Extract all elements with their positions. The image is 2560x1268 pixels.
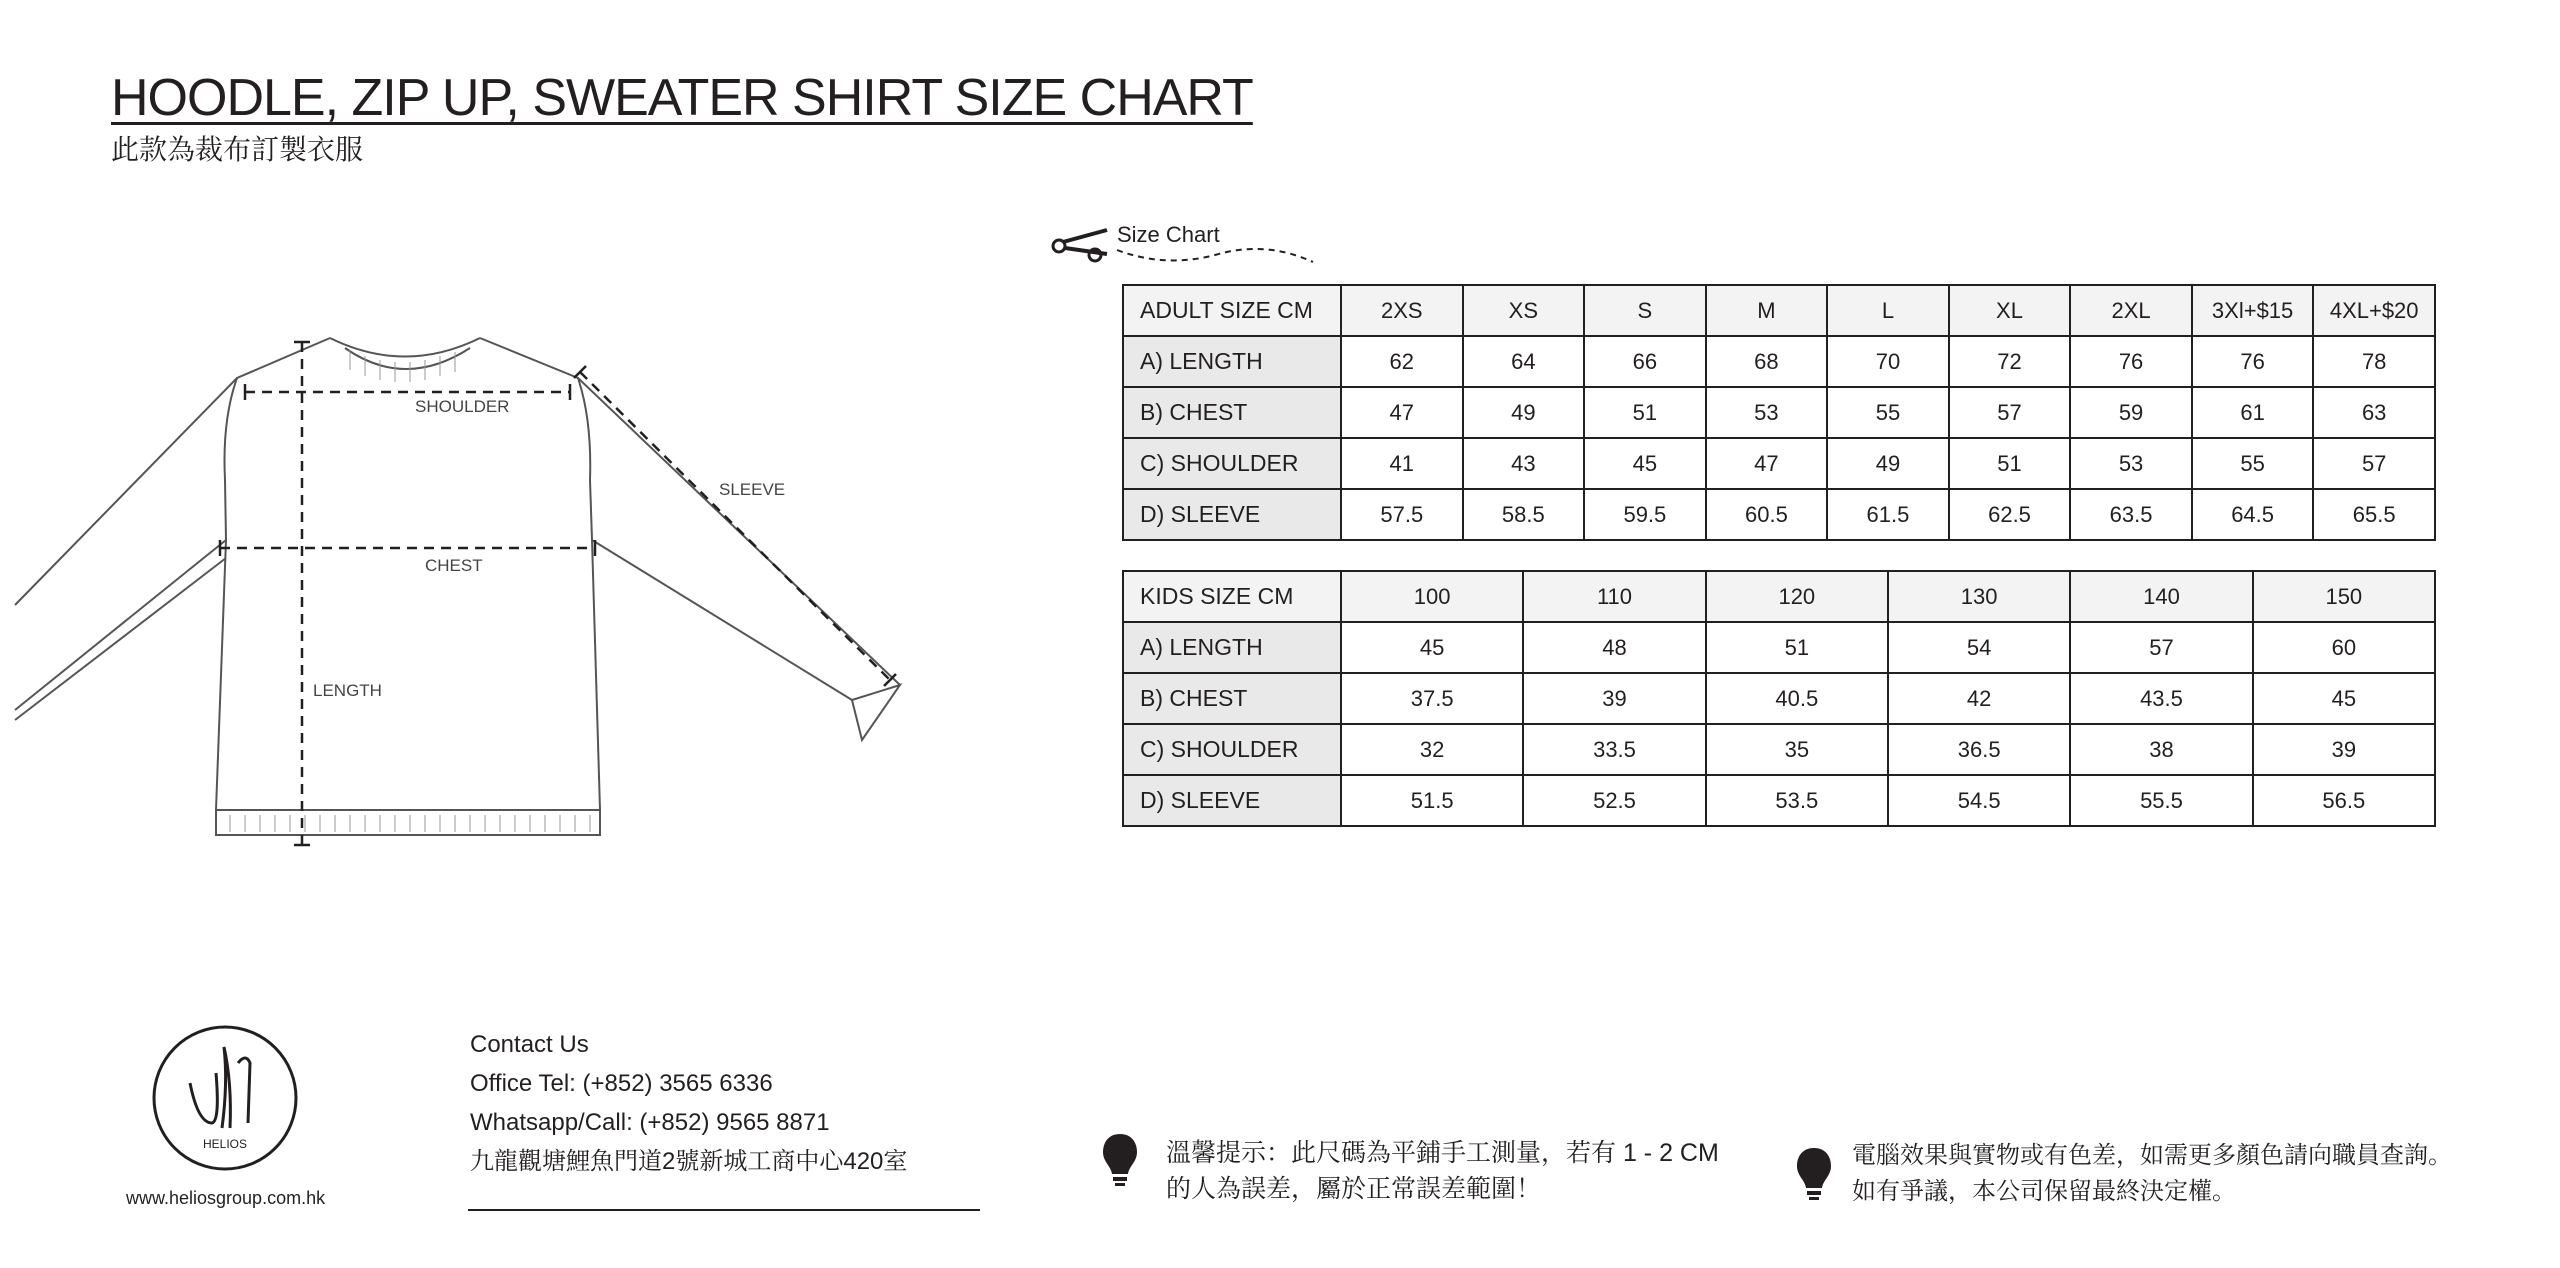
helios-logo xyxy=(150,1023,300,1173)
table-cell: 4XL+$20 xyxy=(2313,285,2435,336)
table-cell: 48 xyxy=(1523,622,1705,673)
table-header-row xyxy=(1123,285,2435,336)
table-cell: 57 xyxy=(1949,387,2071,438)
table-cell: 57.5 xyxy=(1341,489,1463,540)
table-cell: 47 xyxy=(1341,387,1463,438)
table-cell: 150 xyxy=(2253,571,2435,622)
table-cell: 45 xyxy=(2253,673,2435,724)
tip-color xyxy=(1852,1138,2452,1210)
table-row xyxy=(1123,775,2435,826)
table-cell: 72 xyxy=(1949,336,2071,387)
table-cell: D) SLEEVE xyxy=(1123,775,1341,826)
kids-size-table xyxy=(1122,570,2436,827)
table-cell: 57 xyxy=(2070,622,2252,673)
office-tel: Office Tel: (+852) 3565 6336 xyxy=(470,1070,773,1097)
table-cell: 53 xyxy=(2070,438,2192,489)
page-title: HOODLE, ZIP UP, SWEATER SHIRT SIZE CHART xyxy=(111,69,1253,127)
scissors-icon xyxy=(1053,230,1107,261)
table-cell: 55 xyxy=(2192,438,2314,489)
table-cell: 39 xyxy=(2253,724,2435,775)
table-cell: 55.5 xyxy=(2070,775,2252,826)
lightbulb-icon xyxy=(1102,1132,1138,1188)
table-cell: 52.5 xyxy=(1523,775,1705,826)
table-row xyxy=(1123,724,2435,775)
lightbulb-icon xyxy=(1796,1146,1832,1202)
contact-title: Contact Us xyxy=(470,1031,589,1058)
table-cell: 53 xyxy=(1706,387,1828,438)
table-cell: 60.5 xyxy=(1706,489,1828,540)
table-cell: 35 xyxy=(1706,724,1888,775)
table-cell: ADULT SIZE CM xyxy=(1123,285,1341,336)
table-cell: 64 xyxy=(1463,336,1585,387)
table-cell: 39 xyxy=(1523,673,1705,724)
table-cell: 58.5 xyxy=(1463,489,1585,540)
tip-line: 電腦效果與實物或有色差，如需更多顏色請向職員查詢。 xyxy=(1852,1142,2452,1169)
table-cell: 56.5 xyxy=(2253,775,2435,826)
table-cell: 100 xyxy=(1341,571,1523,622)
table-cell: 61 xyxy=(2192,387,2314,438)
table-row xyxy=(1123,336,2435,387)
table-cell: 64.5 xyxy=(2192,489,2314,540)
table-cell: 45 xyxy=(1341,622,1523,673)
chest-label: CHEST xyxy=(425,556,483,575)
table-cell: 42 xyxy=(1888,673,2070,724)
table-cell: 63 xyxy=(2313,387,2435,438)
table-cell: B) CHEST xyxy=(1123,673,1341,724)
table-cell: 51.5 xyxy=(1341,775,1523,826)
table-cell: M xyxy=(1706,285,1828,336)
table-cell: 130 xyxy=(1888,571,2070,622)
table-cell: KIDS SIZE CM xyxy=(1123,571,1341,622)
table-cell: C) SHOULDER xyxy=(1123,438,1341,489)
address: 九龍觀塘鯉魚門道2號新城工商中心420室 xyxy=(470,1148,908,1175)
table-cell: L xyxy=(1827,285,1949,336)
sleeve-label: SLEEVE xyxy=(719,480,786,499)
table-cell: 51 xyxy=(1584,387,1706,438)
table-cell: 49 xyxy=(1827,438,1949,489)
table-cell: 43 xyxy=(1463,438,1585,489)
table-cell: 76 xyxy=(2070,336,2192,387)
tip-measurement xyxy=(1166,1135,1719,1207)
table-cell: C) SHOULDER xyxy=(1123,724,1341,775)
tip-line: 的人為誤差，屬於正常誤差範圍！ xyxy=(1166,1175,1542,1203)
table-cell: 57 xyxy=(2313,438,2435,489)
divider xyxy=(468,1209,980,1211)
table-cell: 43.5 xyxy=(2070,673,2252,724)
table-cell: 76 xyxy=(2192,336,2314,387)
table-cell: 54 xyxy=(1888,622,2070,673)
table-cell: 62 xyxy=(1341,336,1463,387)
table-cell: 38 xyxy=(2070,724,2252,775)
table-cell: 59 xyxy=(2070,387,2192,438)
table-cell: 120 xyxy=(1706,571,1888,622)
table-cell: A) LENGTH xyxy=(1123,622,1341,673)
table-cell: 110 xyxy=(1523,571,1705,622)
table-cell: 140 xyxy=(2070,571,2252,622)
logo-text: HELIOS xyxy=(202,1137,248,1151)
table-row xyxy=(1123,673,2435,724)
table-header-row xyxy=(1123,571,2435,622)
table-cell: XS xyxy=(1463,285,1585,336)
table-cell: 78 xyxy=(2313,336,2435,387)
table-cell: 37.5 xyxy=(1341,673,1523,724)
table-cell: 3Xl+$15 xyxy=(2192,285,2314,336)
table-cell: 66 xyxy=(1584,336,1706,387)
table-cell: 68 xyxy=(1706,336,1828,387)
table-cell: D) SLEEVE xyxy=(1123,489,1341,540)
tip-line: 如有爭議，本公司保留最終決定權。 xyxy=(1852,1178,2236,1205)
length-label: LENGTH xyxy=(313,681,382,700)
table-cell: A) LENGTH xyxy=(1123,336,1341,387)
tip-line: 溫馨提示：此尺碼為平鋪手工測量，若有 1 - 2 CM xyxy=(1166,1139,1719,1167)
table-cell: 2XL xyxy=(2070,285,2192,336)
table-cell: 47 xyxy=(1706,438,1828,489)
table-cell: 36.5 xyxy=(1888,724,2070,775)
table-row xyxy=(1123,438,2435,489)
table-cell: 33.5 xyxy=(1523,724,1705,775)
table-cell: 54.5 xyxy=(1888,775,2070,826)
table-cell: 60 xyxy=(2253,622,2435,673)
page-subtitle: 此款為裁布訂製衣服 xyxy=(111,134,364,165)
table-row xyxy=(1123,489,2435,540)
table-cell: 2XS xyxy=(1341,285,1463,336)
table-cell: 51 xyxy=(1949,438,2071,489)
website-link[interactable]: www.heliosgroup.com.hk xyxy=(126,1188,326,1208)
table-cell: 32 xyxy=(1341,724,1523,775)
table-cell: 61.5 xyxy=(1827,489,1949,540)
table-cell: 63.5 xyxy=(2070,489,2192,540)
shoulder-label: SHOULDER xyxy=(415,397,510,416)
table-cell: 55 xyxy=(1827,387,1949,438)
table-cell: 51 xyxy=(1706,622,1888,673)
table-cell: 65.5 xyxy=(2313,489,2435,540)
contact-block xyxy=(470,1025,907,1181)
table-row xyxy=(1123,622,2435,673)
table-cell: 70 xyxy=(1827,336,1949,387)
table-cell: 45 xyxy=(1584,438,1706,489)
table-cell: B) CHEST xyxy=(1123,387,1341,438)
table-cell: 41 xyxy=(1341,438,1463,489)
table-cell: 62.5 xyxy=(1949,489,2071,540)
table-cell: 53.5 xyxy=(1706,775,1888,826)
table-row xyxy=(1123,387,2435,438)
whatsapp-call: Whatsapp/Call: (+852) 9565 8871 xyxy=(470,1109,830,1136)
adult-size-table xyxy=(1122,284,2436,541)
size-chart-label: Size Chart xyxy=(1117,222,1220,247)
table-cell: 40.5 xyxy=(1706,673,1888,724)
table-cell: 49 xyxy=(1463,387,1585,438)
table-cell: XL xyxy=(1949,285,2071,336)
table-cell: S xyxy=(1584,285,1706,336)
sweater-diagram xyxy=(0,320,920,860)
table-cell: 59.5 xyxy=(1584,489,1706,540)
